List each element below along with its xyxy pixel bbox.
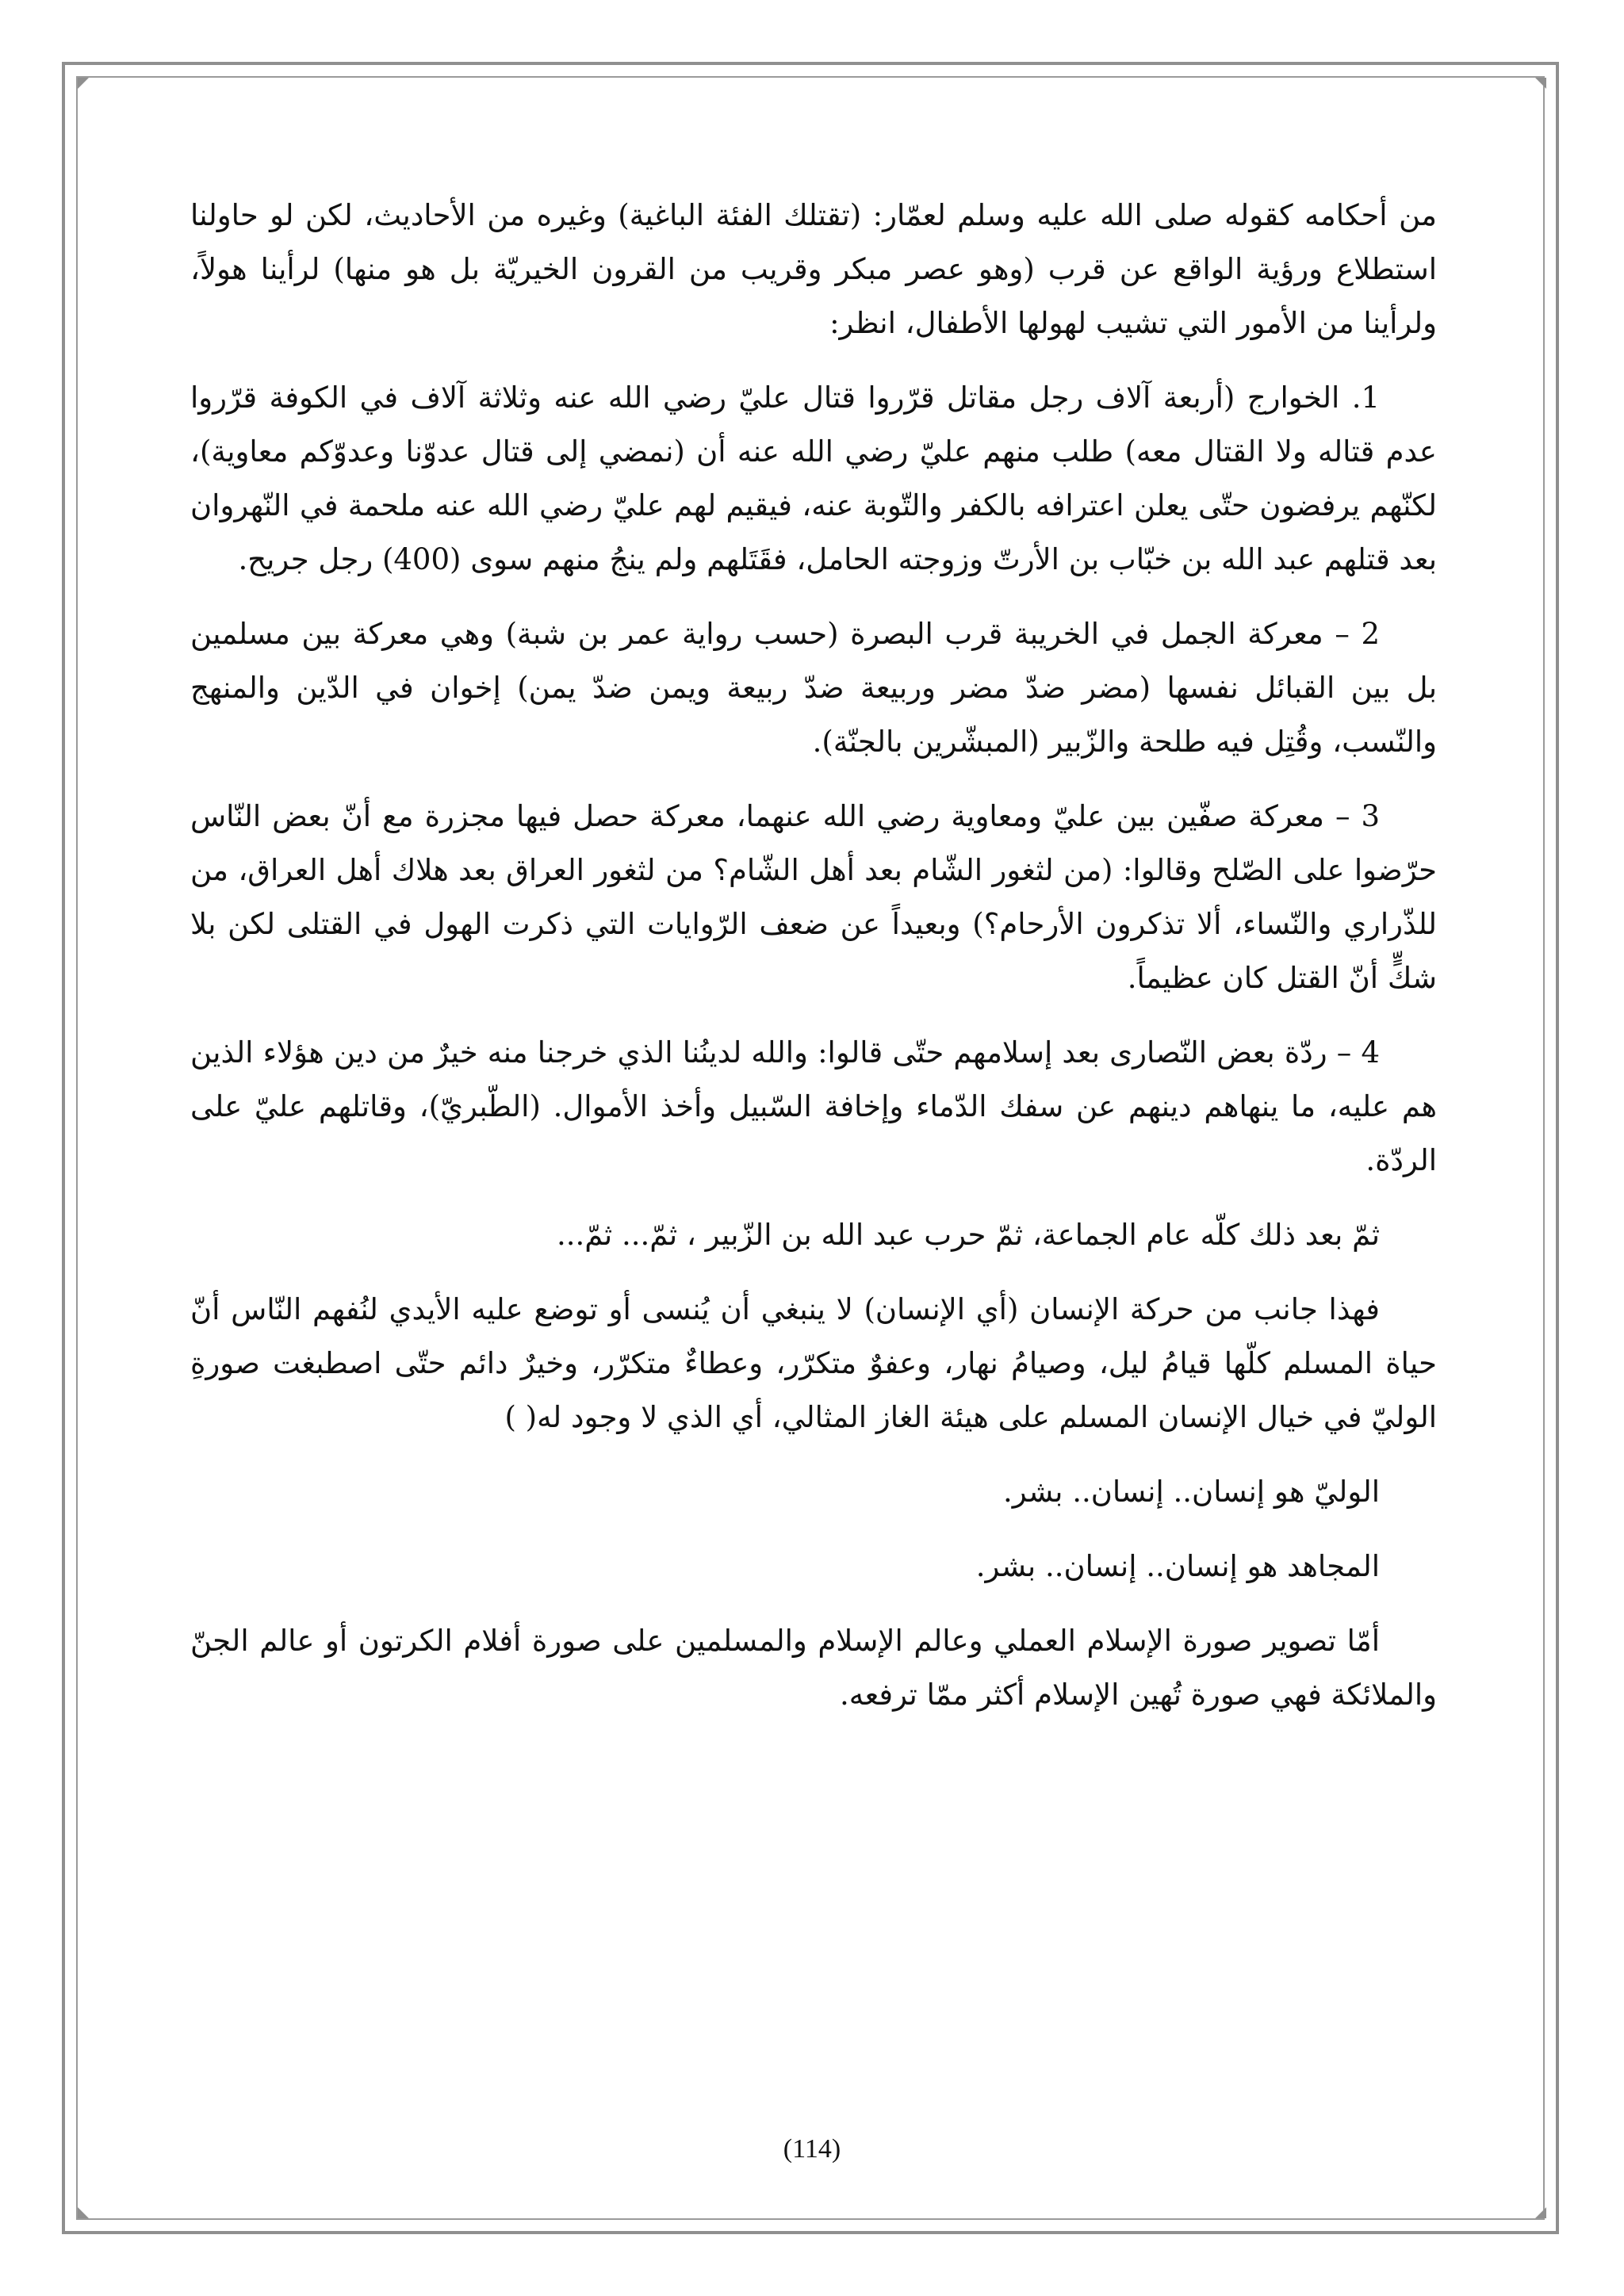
paragraph-mujahid: المجاهد هو إنسان.. إنسان.. بشر.	[975, 1549, 1380, 1583]
paragraph-intro: من أحكامه كقوله صلى الله عليه وسلم لعمّار: (تقتلك الفئة الباغية) وغيره من الأحاديث، لكن لو حاولنا استطلاع ورؤية الواقع عن قرب (وهو عصر مبكر وقريب من القرون الخيريّة بل هو منها) لرأينا هولاً، ولرأينا من الأمور التي تشيب لهولها الأطفال، انظر:	[190, 198, 1437, 340]
paragraph-conclusion: أمّا تصوير صورة الإسلام العملي وعالم الإسلام والمسلمين على صورة أفلام الكرتون أو عالم الجنّ والملائكة فهي صورة تُهين الإسلام أكثر ممّا ترفعه.	[190, 1624, 1437, 1712]
paragraph-jamal: 2 – معركة الجمل في الخريبة قرب البصرة (حسب رواية عمر بن شبة) وهي معركة بين مسلمين بل بين القبائل نفسها (مضر ضدّ مضر وربيعة ضدّ ربيعة ويمن ضدّ يمن) إخوان في الدّين والمنهج والنّسب، وقُتِل فيه طلحة والزّبير (المبشّرين بالجنّة).	[190, 617, 1437, 759]
paragraph-siffin: 3 – معركة صفّين بين عليّ ومعاوية رضي الله عنهما، معركة حصل فيها مجزرة مع أنّ بعض النّاس حرّضوا على الصّلح وقالوا: (من لثغور الشّام بعد أهل الشّام؟ من لثغور العراق بعد هلاك أهل العراق، من للذّراري والنّساء، ألا تذكرون الأرحام؟) وبعيداً عن ضعف الرّوايات التي ذكرت الهول في القتلى لكن بلا شكٍّ أنّ القتل كان عظيماً.	[190, 799, 1437, 995]
border-corner-ornament	[78, 2207, 89, 2218]
page-body	[190, 189, 1437, 1743]
paragraph-aftermath: ثمّ بعد ذلك كلّه عام الجماعة، ثمّ حرب عبد الله بن الزّبير ، ثمّ... ثمّ...	[556, 1218, 1380, 1252]
page-number: (114)	[783, 2134, 841, 2164]
paragraph-wali: الوليّ هو إنسان.. إنسان.. بشر.	[1002, 1475, 1380, 1509]
border-corner-ornament	[78, 78, 89, 89]
paragraph-human-movement: فهذا جانب من حركة الإنسان (أي الإنسان) لا ينبغي أن يُنسى أو توضع عليه الأيدي لنُفهم النّاس أنّ حياة المسلم كلّها قيامُ ليل، وصيامُ نهار، وعفوٌ متكرّر، وعطاءٌ متكرّر، وخيرٌ دائم حتّى اصطبغت صورةِ الوليّ في خيال الإنسان المسلم على هيئة الغاز المثالي، أي الذي لا وجود له( )	[190, 1292, 1437, 1434]
paragraph-ridda: 4 – ردّة بعض النّصارى بعد إسلامهم حتّى قالوا: والله لدينُنا الذي خرجنا منه خيرٌ من دين هؤلاء الذين هم عليه، ما ينهاهم دينهم عن سفك الدّماء وإخافة السّبيل وأخذ الأموال. (الطّبريّ)، وقاتلهم عليّ على الردّة.	[190, 1035, 1437, 1177]
paragraph-khawarij: 1. الخوارج (أربعة آلاف رجل مقاتل قرّروا قتال عليّ رضي الله عنه وثلاثة آلاف في الكوفة قرّروا عدم قتاله ولا القتال معه) طلب منهم عليّ رضي الله عنه أن (نمضي إلى قتال عدوّنا وعدوّكم معاوية)، لكنّهم يرفضون حتّى يعلن اعترافه بالكفر والتّوبة عنه، فيقيم لهم عليّ رضي الله عنه ملحمة في النّهروان بعد قتلهم عبد الله بن خبّاب بن الأرتّ وزوجته الحامل، فقَتَلهم ولم ينجُ منهم سوى (400) رجل جريح.	[190, 381, 1437, 576]
border-corner-ornament	[1535, 78, 1546, 89]
border-corner-ornament	[1535, 2207, 1546, 2218]
